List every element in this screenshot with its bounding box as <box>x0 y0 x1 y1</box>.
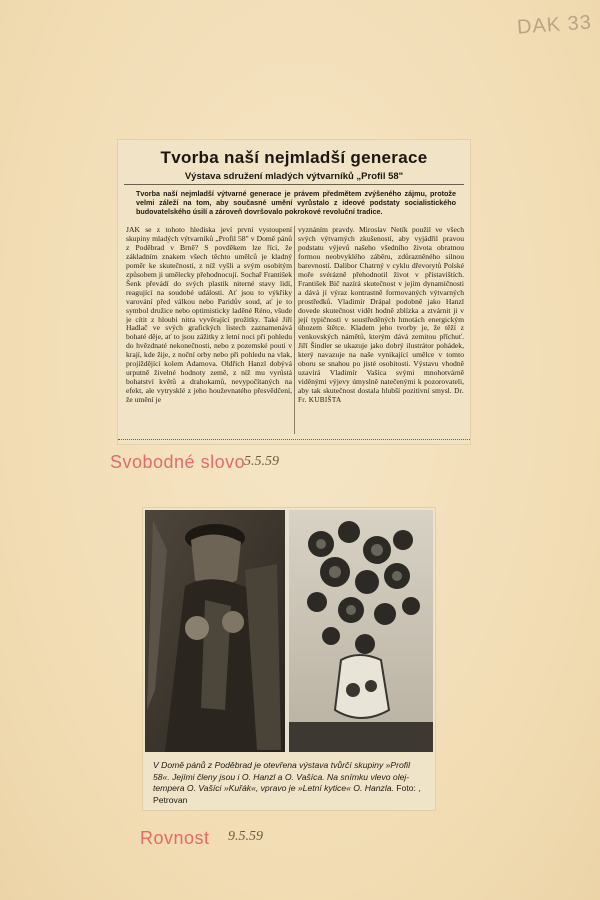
photo-caption <box>153 760 429 806</box>
photo-credit: Foto: , Petrovan <box>153 783 421 805</box>
bottom-rule <box>118 439 470 440</box>
source-stamp-svobodne-slovo: Svobodné slovo <box>110 452 246 472</box>
artwork-photo <box>145 510 433 752</box>
article-column-right-text: vyznáním pravdy. Miroslav Netík použil ve všech svých výtvarných zkušeností, aby vyjádřil pravou podstatu výjevů našeho všedního života obratnou formou neobvyklého záběru, zdůrazněného silnou barevností. Dalibor Chatrný v cyklu dřevorytů Polské moře svérázně přehodnotil život v přístavištích. František Bič nazírá skutečnost v jejím dynamičnosti a dává jí výraz kontrastně formovaných výtvarných prostředků. Vladimír Drápal podobně jako Hanzl dovede skutečnost vidět hodně zblízka a ztvárnit ji v její typičnosti v soustředěných hmotách energickým úhozem štětce. Kladem jeho tvorby je, že těží z venkovských námětů, kterým dává zemitou příchuť. Jiří Šindler se ukazuje jako dobrý ilustrátor pohádek, který navazuje na naše vynikající umělce v tomto oboru se snahou po jisté osobitosti. Výstavu vhodně uzavírá Vladimír Vašíca svými mnohotvárně viděnými výjevy úmyslně natečenými k pozorovateli, aby tak skutečnost dostala hlubší pozitivní smysl. <box>298 226 464 396</box>
column-divider <box>294 226 295 434</box>
source-date-handwritten: 5.5.59 <box>244 454 279 469</box>
artwork-photo-drawing <box>145 510 433 752</box>
archive-mark: DAK 33 <box>516 11 593 39</box>
article-subtitle: Výstava sdružení mladých výtvarníků „Profil 58" <box>184 171 404 182</box>
article-byline: Dr. Fr. KUBIŠTA <box>298 387 464 405</box>
photo-caption-text: V Domě pánů z Poděbrad je otevřena výstava tvůrčí skupiny »Profil 58«. Jejími členy jsou i O. Hanzl a O. Vašíca. Na snímku vlevo olej-tempera O. Vašíci »Kuřák«, vpravo je »Letní kytice« O. Hanzla. <box>153 760 410 793</box>
article-column-right <box>298 226 464 436</box>
article-clipping <box>118 140 470 444</box>
source-date-handwritten-2: 9.5.59 <box>228 829 263 844</box>
article-column-left: JAK se z tohoto hlediska jeví první vystoupení skupiny mladých výtvarníků „Profil 58" v Domě pánů z Poděbrad v Brně? S povděkem lze říci, že základním znakem všech těchto umělců je kladný poměr ke skutečnosti, z níž vyšli a svým osobitým způsobem ji umělecky přehodnocují. Sochař František Šenk převádí do svých plastik niterné stavy lidí, reagující na soudobé události. Ať jsou to výkřiky varování před válkou nebo Paridův soud, ať je to symbol družice nebo optimisticky laděné Réno, všude je cítit z hloubi nitra vyvěrající prožitky. Také Jiří Hadlač ve svých grafických listech zaznamenává bohaté děje, ať to jsou zážitky z letní noci při pohledu do hvězdnaté nekonečnosti, nebo z pozemské pouti v krají, kde žije, z noční orby nebo při pohledu na vlak, projíždějící kolem Adamova. Oldřich Hanzl dobývá urputně živelné hodnoty země, z níž mu vyrůstá bohatství květů a drahokamů, nevypočítaných na efekt, ale vytrysklé z jeho houževnatého přesvědčení, že umění je <box>126 226 292 405</box>
title-rule <box>124 184 464 185</box>
photo-clipping <box>143 508 435 810</box>
article-title: Tvorba naší nejmladší generace <box>160 148 428 167</box>
article-lead: Tvorba naší nejmladší výtvarné generace je právem předmětem zvýšeného zájmu, protože velmi záleží na tom, aby současné umění vyrůstalo z ideové podstaty socialistického budovatelského úsilí a zároveň dovršovalo pokrokové revoluční tradice. <box>136 189 456 216</box>
source-stamp-rovnost: Rovnost <box>140 828 210 848</box>
